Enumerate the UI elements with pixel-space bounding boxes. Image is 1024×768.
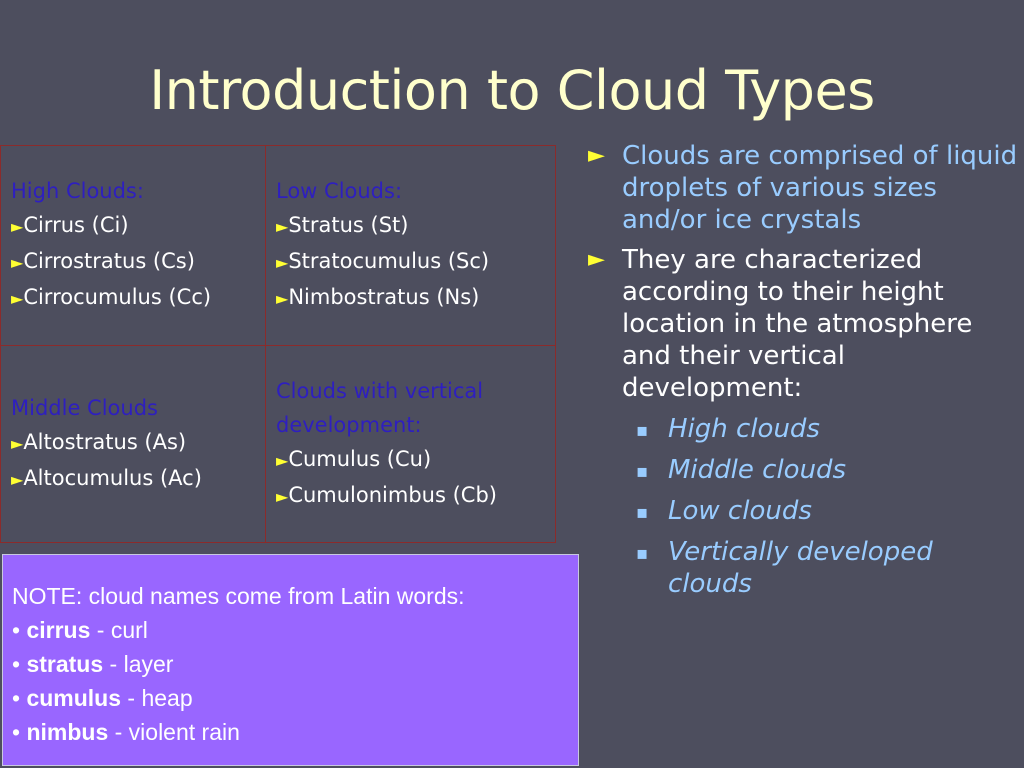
list-item: ►Nimbostratus (Ns) xyxy=(276,285,480,310)
list-item: ►Cumulonimbus (Cb) xyxy=(276,482,497,507)
square-bullet-icon: ▪ xyxy=(636,543,649,564)
bullet-dot-icon: • xyxy=(12,685,21,711)
note-intro: NOTE: cloud names come from Latin words: xyxy=(12,583,465,609)
triangle-bullet-icon: ► xyxy=(11,433,24,453)
sub-item-vertical-clouds: ▪ Vertically developed clouds xyxy=(636,537,933,599)
high-clouds-heading: High Clouds: xyxy=(11,179,144,204)
bullet-characterization: ► They are characterized according to their height location in the atmosphere and their vertical development: xyxy=(588,245,973,403)
square-bullet-icon: ▪ xyxy=(636,502,649,523)
list-item: ►Altocumulus (Ac) xyxy=(11,465,202,490)
bullet-composition: ► Clouds are comprised of liquid droplets of various sizes and/or ice crystals xyxy=(588,141,1018,235)
triangle-bullet-icon: ► xyxy=(11,469,24,489)
list-item: ►Stratocumulus (Sc) xyxy=(276,249,490,274)
vertical-clouds-heading: Clouds with vertical development: xyxy=(276,378,484,437)
triangle-bullet-icon: ► xyxy=(276,217,289,237)
high-clouds-cell xyxy=(1,146,266,346)
latin-note-box xyxy=(2,554,579,766)
arrow-bullet-icon: ► xyxy=(588,247,605,272)
list-item: ►Stratus (St) xyxy=(276,213,409,238)
note-item: • nimbus - violent rain xyxy=(12,719,240,745)
square-bullet-icon: ▪ xyxy=(636,420,649,441)
bullet-dot-icon: • xyxy=(12,651,21,677)
arrow-bullet-icon: ► xyxy=(588,143,605,168)
slide-title: Introduction to Cloud Types xyxy=(149,59,875,122)
bullet-dot-icon: • xyxy=(12,617,21,643)
bullet-list xyxy=(588,140,1018,600)
note-item: • stratus - layer xyxy=(12,651,174,677)
triangle-bullet-icon: ► xyxy=(276,289,289,309)
list-item: ►Cirrostratus (Cs) xyxy=(11,249,195,274)
middle-clouds-heading: Middle Clouds xyxy=(11,395,158,420)
sub-item-high-clouds: ▪ High clouds xyxy=(588,413,1018,445)
note-item: • cumulus - heap xyxy=(12,685,193,711)
list-item: ►Cirrocumulus (Cc) xyxy=(11,285,212,310)
list-item: ►Cirrus (Ci) xyxy=(11,213,129,238)
triangle-bullet-icon: ► xyxy=(276,486,289,506)
triangle-bullet-icon: ► xyxy=(11,253,24,273)
triangle-bullet-icon: ► xyxy=(11,289,24,309)
list-item: ►Cumulus (Cu) xyxy=(276,446,432,471)
triangle-bullet-icon: ► xyxy=(276,450,289,470)
low-clouds-heading: Low Clouds: xyxy=(276,179,403,204)
note-item: • cirrus - curl xyxy=(12,617,148,643)
cloud-types-table xyxy=(0,145,556,543)
sub-item-middle-clouds: ▪ Middle clouds xyxy=(588,454,1018,486)
middle-clouds-cell xyxy=(1,345,266,542)
list-item: ►Altostratus (As) xyxy=(11,429,187,454)
bullet-dot-icon: • xyxy=(12,719,21,745)
square-bullet-icon: ▪ xyxy=(636,461,649,482)
low-clouds-cell xyxy=(266,146,556,346)
triangle-bullet-icon: ► xyxy=(11,217,24,237)
vertical-clouds-cell xyxy=(266,345,556,542)
sub-item-low-clouds: ▪ Low clouds xyxy=(588,495,1018,527)
triangle-bullet-icon: ► xyxy=(276,253,289,273)
